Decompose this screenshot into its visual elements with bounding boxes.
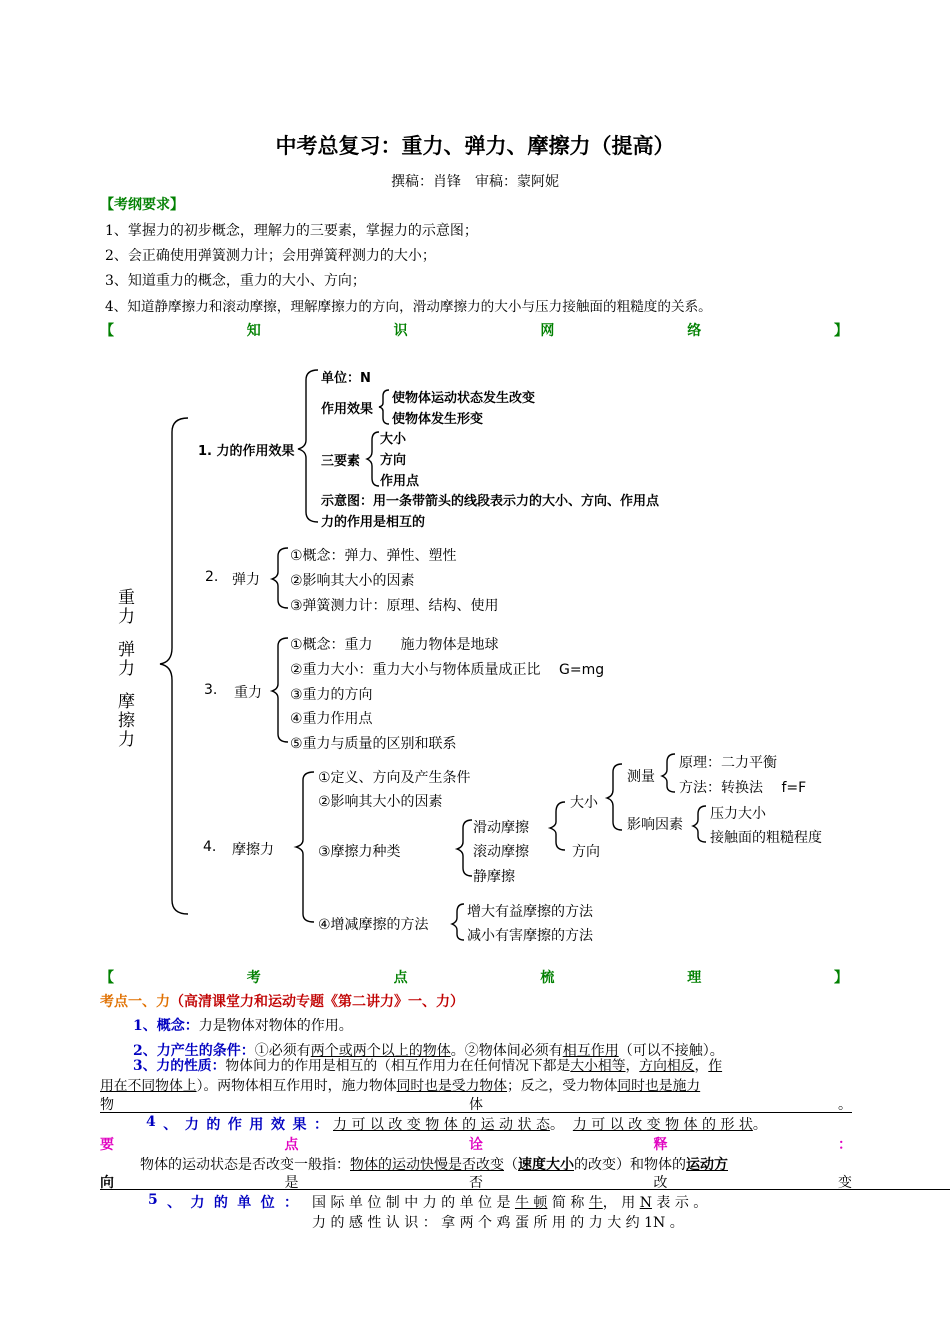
syllabus-heading: 【考纲要求】 [100, 197, 184, 213]
b1-three-item: 方向 [380, 453, 407, 468]
kinds-brace [457, 820, 472, 876]
b1-unit: 单位：N [321, 371, 371, 386]
points-heading: 【 考 点 梳 理 】 [100, 970, 848, 986]
b4-factor-item: 压力大小 [710, 806, 766, 822]
b1-diagram: 示意图：用一条带箭头的线段表示力的大小、方向、作用点 [321, 494, 660, 509]
b2-item: ②影响其大小的因素 [290, 573, 415, 589]
root-brace [160, 418, 188, 914]
b1-effect: 使物体发生形变 [392, 412, 484, 427]
b1-three-item: 作用点 [380, 474, 420, 489]
b4-item: ③摩擦力种类 [318, 844, 401, 860]
key-explain-line2: 向 是 否 改 变 [100, 1175, 852, 1191]
b4-item: ②影响其大小的因素 [318, 794, 443, 810]
size-dir-brace [550, 802, 565, 850]
methods-brace [452, 904, 464, 940]
b3-brace [272, 638, 288, 742]
point1-property-line3: 物 体 。 [100, 1097, 852, 1113]
point1-unit-text: 国 际 单 位 制 中 力 的 单 位 是 牛 顿 简 称 牛， 用 N 表 示 。 [312, 1195, 708, 1211]
b4-item: ①定义、方向及产生条件 [318, 770, 471, 786]
b2-label: 弹力 [232, 572, 260, 588]
b4-brace [296, 772, 314, 922]
mindmap-root: 重力弹力摩擦力 [114, 588, 134, 749]
page-title: 中考总复习：重力、弹力、摩擦力（提高） [275, 133, 675, 158]
b4-measure: 测量 [627, 769, 655, 785]
b3-label: 重力 [234, 685, 262, 701]
b1-mutual: 力的作用是相互的 [321, 515, 426, 530]
b3-num: 3. [204, 682, 218, 698]
b4-item: ④增减摩擦的方法 [318, 917, 429, 933]
network-heading: 【 知 识 网 络 】 [100, 323, 848, 339]
factor-brace [693, 806, 706, 842]
point1-concept: 1、概念：力是物体对物体的作用。 [133, 1018, 353, 1034]
key-explain-heading: 要 点 诠 释 ： [100, 1137, 852, 1153]
b3-item: ④重力作用点 [290, 711, 373, 727]
byline: 撰稿：肖锋 审稿：蒙阿妮 [391, 174, 559, 190]
b4-factor: 影响因素 [627, 817, 683, 833]
b1-effect: 使物体运动状态发生改变 [392, 391, 536, 406]
underline-rule [100, 1189, 950, 1190]
point1-condition: 2、力产生的条件：①必须有两个或两个以上的物体。②物体间必须有相互作用（可以不接触）。 [133, 1043, 724, 1059]
measure-brace [662, 754, 675, 792]
measure-factor-brace [607, 764, 622, 830]
b2-brace [272, 548, 288, 608]
b1-three-item: 大小 [380, 432, 407, 447]
key-explain-text: 物体的运动状态是否改变一般指：物体的运动快慢是否改变（速度大小的改变）和物体的运动方 [140, 1157, 728, 1173]
b1-effect-label: 作用效果 [321, 402, 374, 417]
b1-label: 1. 力的作用效果 [198, 444, 295, 459]
point1-unit-label: 5 、 力 的 单 位 ： [148, 1192, 298, 1211]
three-brace [367, 432, 379, 486]
b4-kind: 滑动摩擦 [473, 820, 529, 836]
b4-num: 4. [203, 839, 217, 855]
point1-heading: 考点一、力（高清课堂力和运动专题《第二讲力》一、力） [100, 994, 464, 1010]
b3-item: ①概念：重力 施力物体是地球 [290, 637, 499, 653]
b3-item: ②重力大小：重力大小与物体质量成正比 G=mg [290, 662, 605, 678]
point1-property: 3、力的性质：物体间力的作用是相互的（相互作用力在任何情况下都是大小相等，方向相反，作 [133, 1058, 723, 1074]
underline-rule [100, 1112, 852, 1113]
b4-factor-item: 接触面的粗糙程度 [710, 830, 822, 846]
b4-measure-item: 方法：转换法 f=F [679, 780, 807, 796]
point1-unit-line2: 力 的 感 性 认 识 ： 拿 两 个 鸡 蛋 所 用 的 力 大 约 1N 。 [312, 1215, 684, 1231]
b1-brace [298, 370, 318, 522]
b4-kind: 滚动摩擦 [473, 844, 529, 860]
b2-num: 2. [205, 569, 219, 585]
b2-item: ③弹簧测力计：原理、结构、使用 [290, 598, 499, 614]
syllabus-item: 2、会正确使用弹簧测力计；会用弹簧秤测力的大小； [105, 248, 436, 264]
b4-method: 减小有害摩擦的方法 [467, 928, 593, 944]
point1-effect-label: 4 、 力 的 作 用 效 果 ： [146, 1114, 328, 1133]
b3-item: ⑤重力与质量的区别和联系 [290, 736, 457, 752]
syllabus-item: 3、知道重力的概念，重力的大小、方向； [105, 273, 366, 289]
b4-method: 增大有益摩擦的方法 [467, 904, 593, 920]
effect-brace [379, 390, 389, 424]
b1-three-label: 三要素 [321, 454, 361, 469]
b4-direction: 方向 [572, 844, 600, 860]
point1-effect-text: 力 可 以 改 变 物 体 的 运 动 状 态。 力 可 以 改 变 物 体 的 形 状。 [333, 1117, 767, 1133]
b3-item: ③重力的方向 [290, 687, 373, 703]
b4-measure-item: 原理：二力平衡 [679, 755, 777, 771]
b4-label: 摩擦力 [232, 842, 274, 858]
b2-item: ①概念：弹力、弹性、塑性 [290, 548, 457, 564]
point1-property-line2: 用在不同物体上）。两物体相互作用时，施力物体同时也是受力物体；反之，受力物体同时也是施力 [100, 1078, 701, 1094]
b4-size: 大小 [570, 795, 598, 811]
b4-kind: 静摩擦 [473, 869, 515, 885]
syllabus-item: 1、掌握力的初步概念，理解力的三要素，掌握力的示意图； [105, 223, 478, 239]
syllabus-item: 4、知道静摩擦力和滚动摩擦，理解摩擦力的方向，滑动摩擦力的大小与压力接触面的粗糙度的关系。 [105, 299, 712, 315]
